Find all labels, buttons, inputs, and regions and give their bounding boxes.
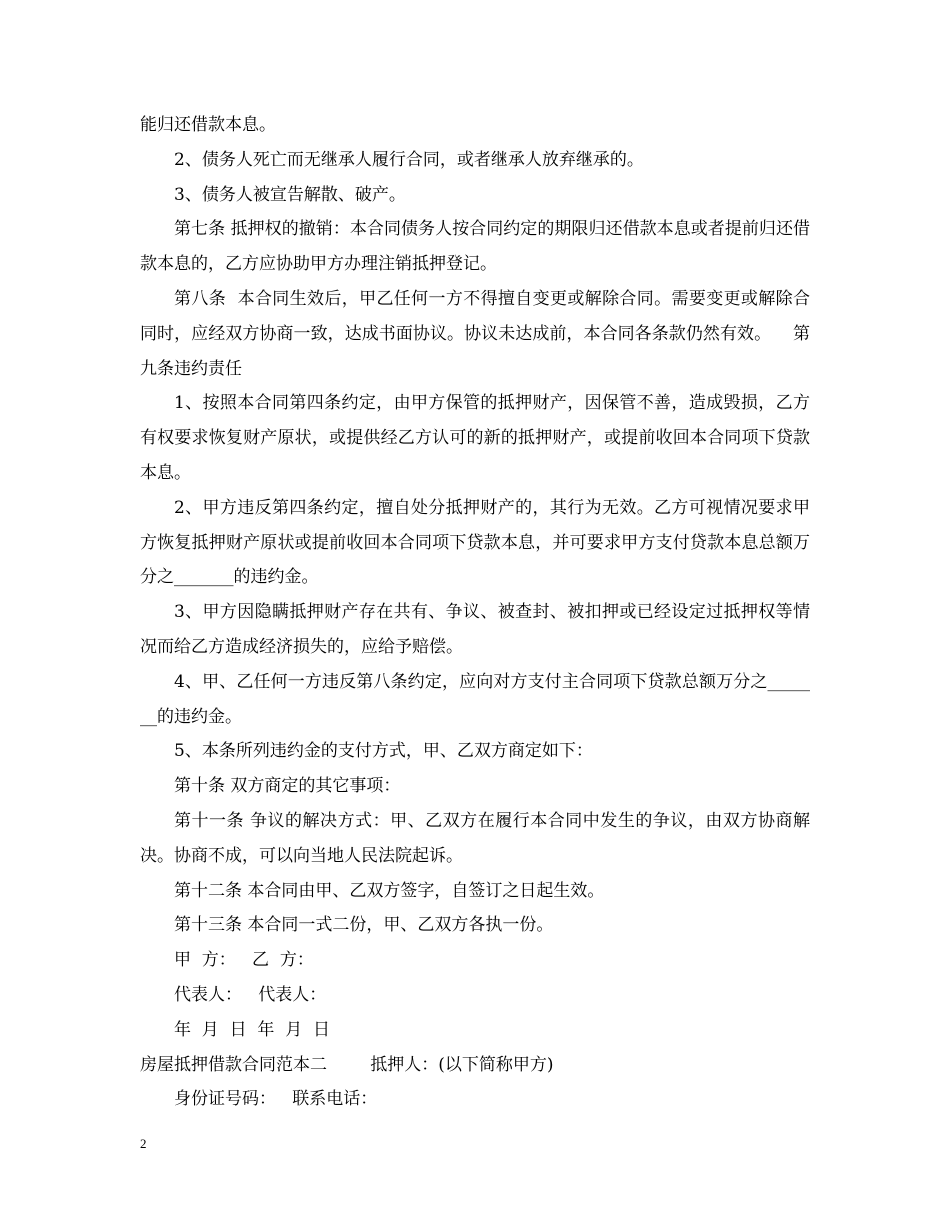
paragraph-article-10: 第十条 双方商定的其它事项： [174,776,401,797]
paragraph-breach-1: 1、按照本合同第四条约定，由甲方保管的抵押财产，因保管不善，造成毁损，乙方有权要求恢复财产原状，或提供经乙方认可的新的抵押财产，或提前收回本合同项下贷款本息。 [140,393,810,483]
paragraph-breach-3: 3、甲方因隐瞒抵押财产存在共有、争议、被查封、被扣押或已经设定过抵押权等情况而给乙方造成经济损失的，应给予赔偿。 [140,602,810,657]
paragraph-article-11: 第十一条 争议的解决方式：甲、乙双方在履行本合同中发生的争议，由双方协商解决。协商不成，可以向当地人民法院起诉。 [140,810,810,866]
document-body [140,108,810,1117]
paragraph-breach-2: 2、甲方违反第四条约定，擅自处分抵押财产的，其行为无效。乙方可视情况要求甲方恢复抵押财产原状或提前收回本合同项下贷款本息，并可要求甲方支付贷款本息总额万分之_______的违约金。 [140,497,810,588]
page-number: 2 [140,1136,147,1151]
paragraph-breach-5: 5、本条所列违约金的支付方式，甲、乙双方商定如下： [174,741,593,762]
paragraph-continuation: 能归还借款本息。 [140,115,276,135]
paragraph-article-12: 第十二条 本合同由甲、乙双方签字，自签订之日起生效。 [174,880,605,901]
paragraph-article-7: 第七条 抵押权的撤销：本合同债务人按合同约定的期限归还借款本息或者提前归还借款本息的，乙方应协助甲方办理注销抵押登记。 [140,219,810,275]
id-phone-line: 身份证号码： 联系电话： [174,1089,378,1110]
signature-date-line: 年 月 日 年 月 日 [174,1019,331,1040]
paragraph-article-8: 第八条 本合同生效后，甲乙任何一方不得擅自变更或解除合同。需要变更或解除合同时，应经双方协商一致，达成书面协议。协议未达成前，本合同各条款仍然有效。 第九条违约责任 [140,288,810,379]
template-two-heading: 房屋抵押借款合同范本二 抵押人：(以下简称甲方) [140,1054,554,1075]
paragraph-clause-3: 3、债务人被宣告解散、破产。 [174,184,406,205]
paragraph-article-13: 第十三条 本合同一式二份，甲、乙双方各执一份。 [174,915,554,936]
paragraph-clause-2: 2、债务人死亡而无继承人履行合同，或者继承人放弃继承的。 [174,149,644,170]
signature-party-line: 甲 方： 乙 方： [174,950,314,971]
signature-representative-line: 代表人： 代表人： [174,984,327,1005]
paragraph-breach-4: 4、甲、乙任何一方违反第八条约定，应向对方支付主合同项下贷款总额万分之_______的违约金。 [140,671,810,727]
